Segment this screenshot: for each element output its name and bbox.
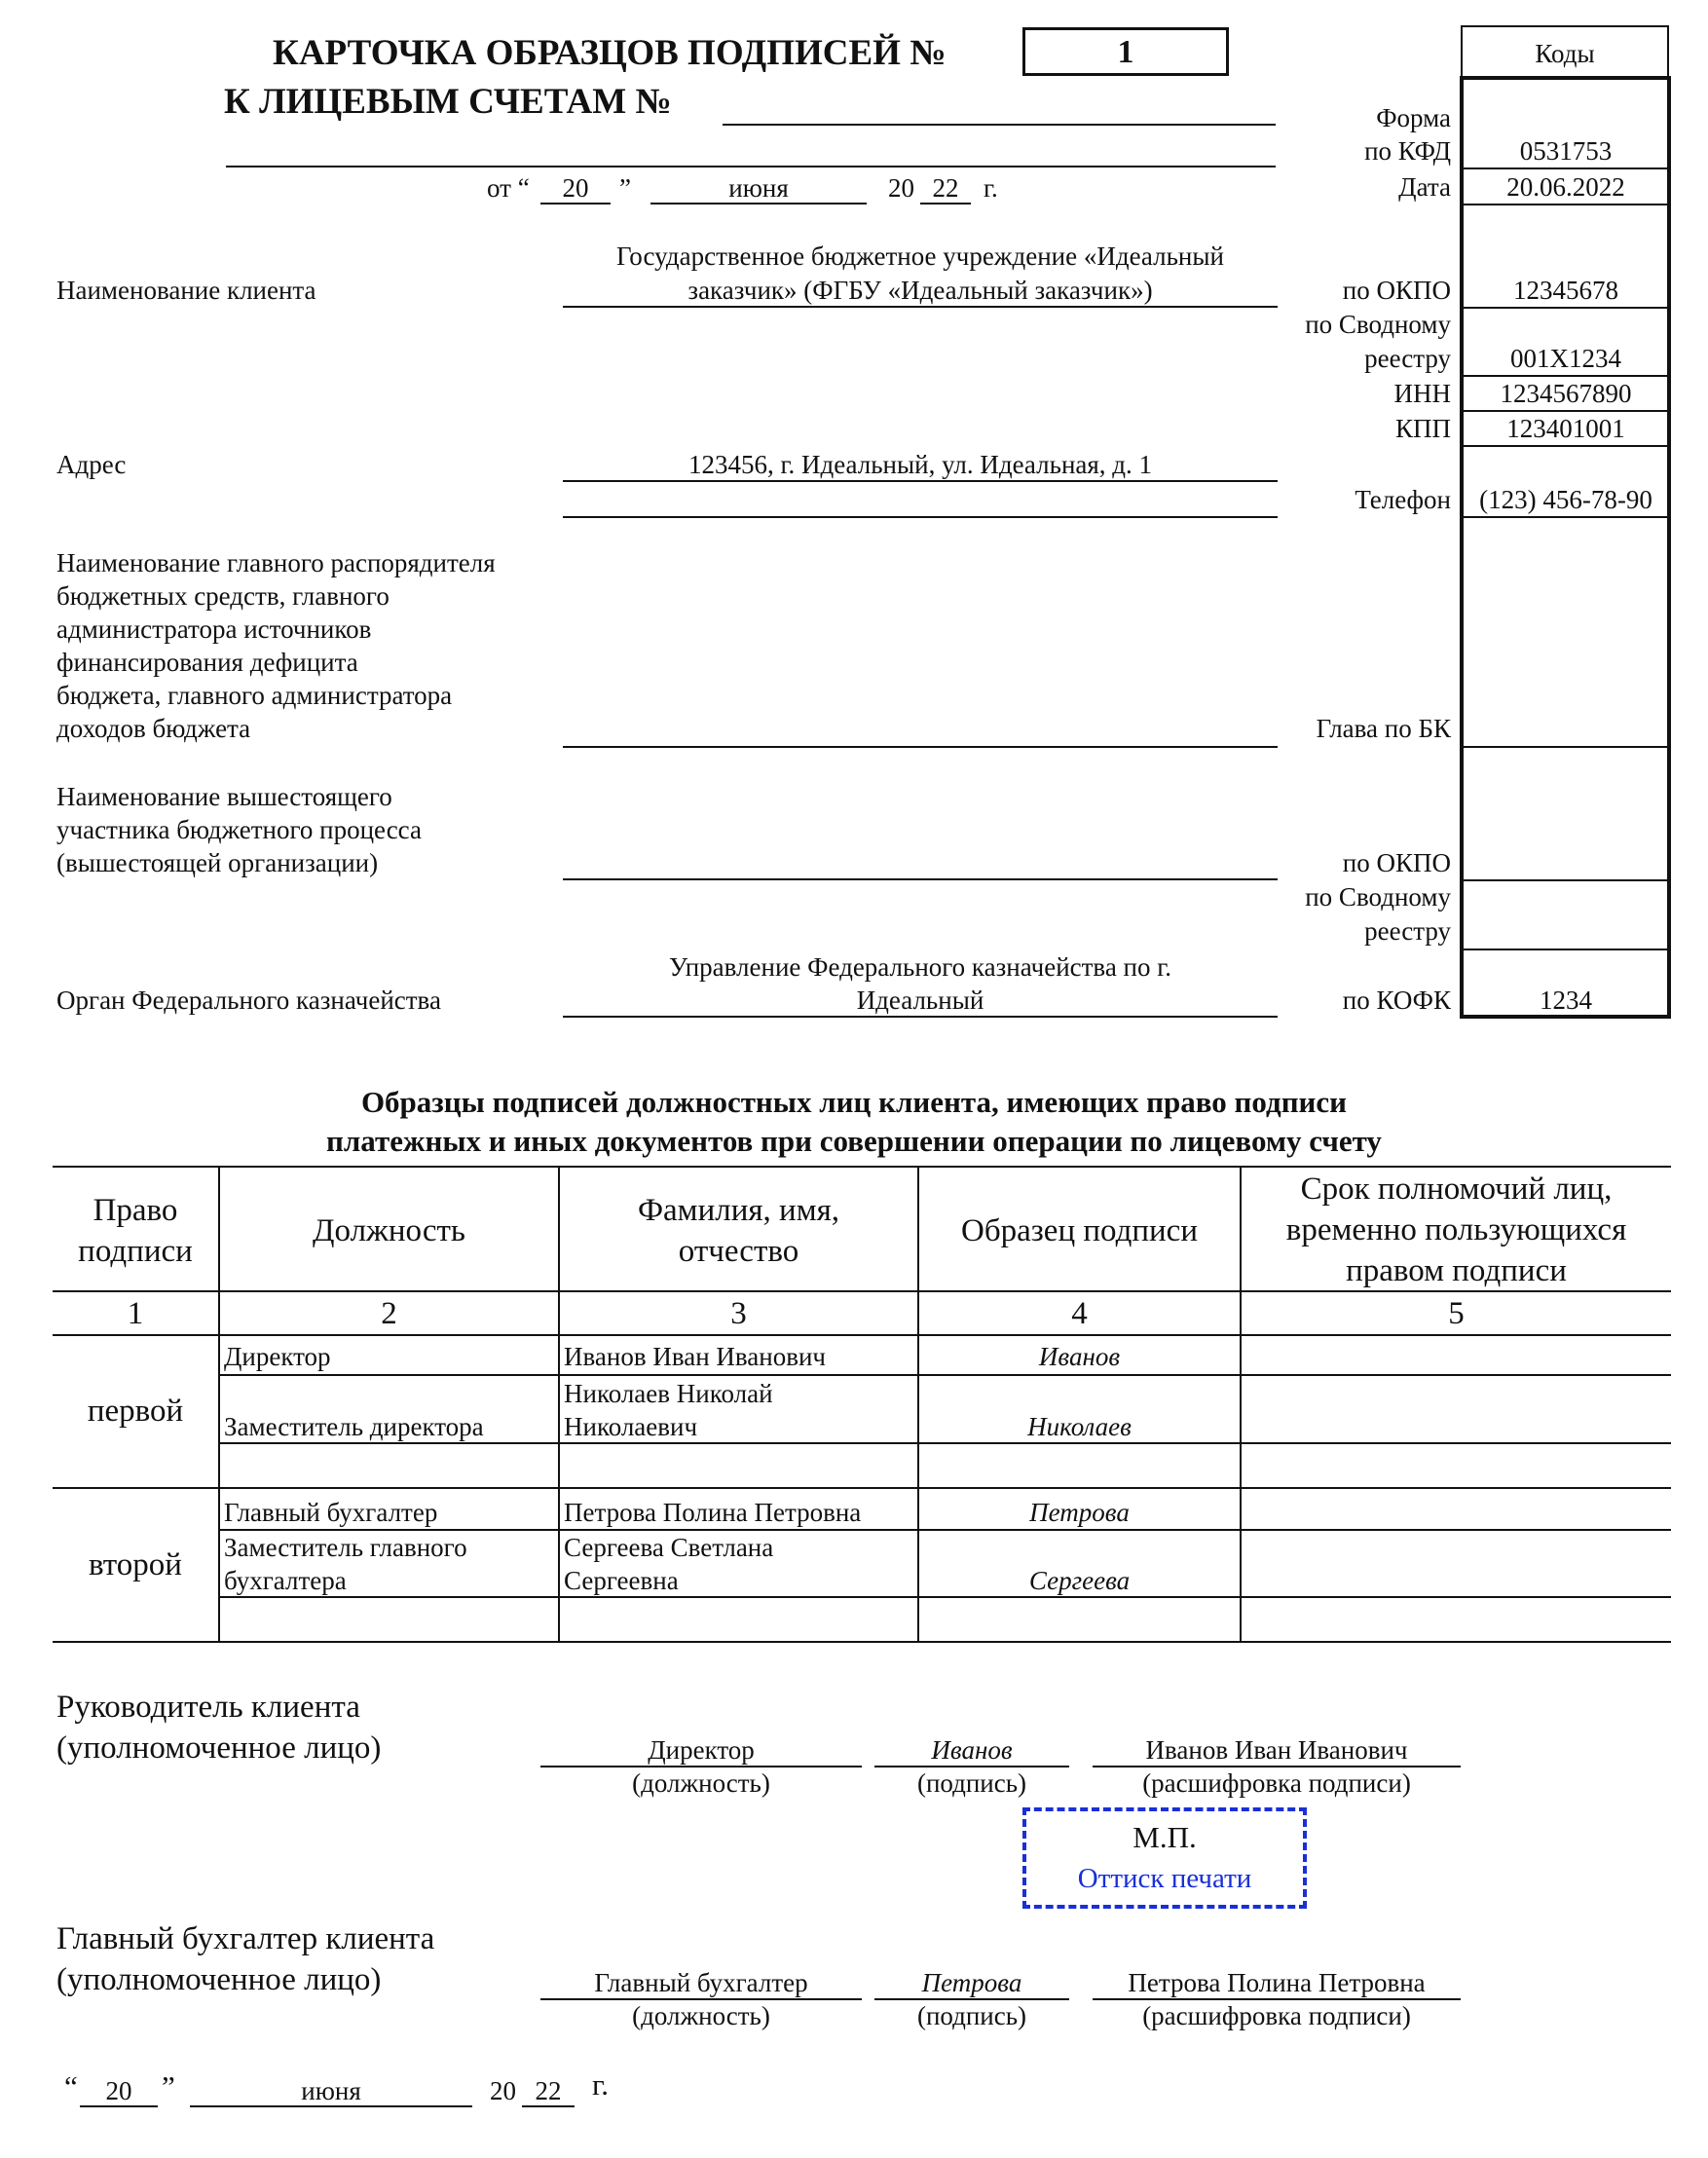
bottom-date-year-suffix: 22: [535, 2076, 562, 2105]
date-year-prefix: 20: [888, 173, 914, 203]
gr-label-6: доходов бюджета: [56, 714, 251, 743]
head-position-caption: (должность): [632, 1768, 770, 1798]
bottom-date-year-prefix: 20: [490, 2076, 516, 2105]
table-bottom-line: [53, 1641, 1671, 1643]
address-value: 123456, г. Идеальный, ул. Идеальная, д. 1: [687, 450, 1153, 479]
stamp-text: Оттиск печати: [1077, 1863, 1252, 1894]
stamp-box: [1022, 1807, 1307, 1909]
card-number-box: [1022, 27, 1229, 76]
codes-header-cell: [1461, 25, 1669, 78]
gr-label-4: финансирования дефицита: [56, 648, 358, 677]
gr-label-5: бюджета, главного администратора: [56, 681, 453, 710]
treasury-value-2: Идеальный: [856, 986, 984, 1015]
svod2-label-2: реестру: [1364, 916, 1451, 946]
gr-label-1: Наименование главного распорядителя: [56, 548, 496, 577]
table-title-1: Образцы подписей должностных лиц клиента, имеющих право подписи: [360, 1085, 1348, 1119]
kfd-label: по КФД: [1364, 136, 1451, 166]
treasury-value-1: Управление Федерального казначейства по г.: [668, 952, 1172, 982]
date-value: 20.06.2022: [1506, 172, 1625, 202]
okpo-label: по ОКПО: [1342, 276, 1451, 305]
g1-r1-name: Иванов Иван Иванович: [564, 1342, 826, 1371]
g1-r2-signature: Николаев: [1027, 1412, 1132, 1441]
date-month: июня: [728, 173, 789, 203]
form-label: Форма: [1376, 103, 1451, 132]
address-line-2: [563, 516, 1278, 518]
client-line: [563, 306, 1278, 308]
upper-label-1: Наименование вышестоящего: [56, 782, 392, 811]
col-number-3: 3: [730, 1296, 747, 1331]
bottom-date-year-line: [522, 2105, 575, 2107]
col5-header-2: временно пользующихся: [1285, 1212, 1627, 1247]
svod-label-2: реестру: [1364, 344, 1451, 373]
upper-label-3: (вышестоящей организации): [56, 848, 379, 877]
acc-label-1: Главный бухгалтер клиента: [56, 1921, 435, 1956]
date-year-line: [920, 203, 971, 205]
svod-label-1: по Сводному: [1305, 310, 1451, 339]
codes-column: [1460, 76, 1671, 1019]
svod-value: 001X1234: [1510, 344, 1621, 373]
col4-header: Образец подписи: [961, 1213, 1198, 1248]
g1-bottom-line: [53, 1487, 1671, 1489]
kofk-label: по КОФК: [1342, 986, 1451, 1015]
head-position: Директор: [648, 1735, 755, 1765]
codes-sep-2: [1463, 204, 1669, 205]
address-line-1: [563, 480, 1278, 482]
col5-header-1: Срок полномочий лиц,: [1300, 1172, 1613, 1207]
okpo-value: 12345678: [1513, 276, 1618, 305]
client-value-2: заказчик» (ФГБУ «Идеальный заказчик»): [687, 276, 1153, 305]
col3-header-2: отчество: [678, 1234, 799, 1269]
date-day-line: [540, 203, 611, 205]
date-quote: ”: [619, 173, 631, 203]
date-month-line: [650, 203, 867, 205]
g2-r2-name-2: Сергеевна: [564, 1566, 679, 1595]
codes-sep-3: [1463, 307, 1669, 309]
phone-value: (123) 456-78-90: [1479, 485, 1652, 514]
codes-sep-8: [1463, 746, 1669, 748]
glava-label: Глава по БК: [1316, 714, 1451, 743]
head-name-caption: (расшифровка подписи): [1142, 1768, 1411, 1798]
group1-label: первой: [87, 1394, 184, 1429]
table-numbers-line: [53, 1334, 1671, 1336]
title-line2: К ЛИЦЕВЫМ СЧЕТАМ №: [224, 82, 672, 122]
date-year-unit: г.: [984, 173, 998, 203]
head-label-2: (уполномоченное лицо): [56, 1730, 382, 1766]
g2-r2-signature: Сергеева: [1028, 1566, 1131, 1595]
col-number-2: 2: [381, 1296, 397, 1331]
codes-sep-10: [1463, 949, 1669, 950]
head-signature-caption: (подпись): [916, 1768, 1027, 1798]
head-signature: Иванов: [931, 1735, 1013, 1765]
g1-r2-name-2: Николаевич: [564, 1412, 698, 1441]
codes-sep-6: [1463, 445, 1669, 447]
kfd-value: 0531753: [1519, 136, 1613, 166]
account-number-line: [723, 124, 1276, 126]
g1-r2-position: Заместитель директора: [224, 1412, 484, 1441]
kofk-value: 1234: [1540, 986, 1592, 1015]
treasury-label: Орган Федерального казначейства: [56, 986, 441, 1015]
date-year-suffix: 22: [932, 173, 959, 203]
title-line1: КАРТОЧКА ОБРАЗЦОВ ПОДПИСЕЙ №: [273, 33, 947, 73]
treasury-line: [563, 1016, 1278, 1018]
bottom-date-close: ”: [162, 2069, 175, 2103]
inn-value: 1234567890: [1500, 379, 1632, 408]
acc-name-caption: (расшифровка подписи): [1142, 2001, 1411, 2030]
client-label: Наименование клиента: [56, 276, 316, 305]
acc-signature: Петрова: [921, 1968, 1022, 1997]
header-line: [226, 166, 1276, 167]
head-name: Иванов Иван Иванович: [1145, 1735, 1408, 1765]
bottom-date-month: июня: [301, 2076, 361, 2105]
g2-r1-name: Петрова Полина Петровна: [564, 1498, 862, 1527]
okpo2-label: по ОКПО: [1342, 848, 1451, 877]
col2-header: Должность: [313, 1213, 465, 1248]
g1-r1-position: Директор: [224, 1342, 331, 1371]
address-label: Адрес: [56, 450, 127, 479]
codes-sep-7: [1463, 516, 1669, 518]
gr-line: [563, 746, 1278, 748]
g1-r2-name-1: Николаев Николай: [564, 1379, 773, 1408]
gr-label-2: бюджетных средств, главного: [56, 581, 390, 611]
date-from: от “: [487, 173, 530, 203]
inn-label: ИНН: [1393, 379, 1451, 408]
col3-header-1: Фамилия, имя,: [637, 1193, 840, 1228]
phone-label: Телефон: [1355, 485, 1451, 514]
bottom-date-month-line: [190, 2105, 472, 2107]
acc-signature-caption: (подпись): [916, 2001, 1027, 2030]
col5-header-3: правом подписи: [1346, 1253, 1567, 1288]
g2-r1-position: Главный бухгалтер: [224, 1498, 438, 1527]
g2-r2-position-1: Заместитель главного: [224, 1533, 467, 1562]
col1-header-1: Право: [93, 1193, 178, 1228]
svod2-label-1: по Сводному: [1305, 882, 1451, 912]
bottom-date-day-line: [80, 2105, 158, 2107]
g1-row1-line: [220, 1374, 1671, 1376]
g2-r2-name-1: Сергеева Светлана: [564, 1533, 774, 1562]
gr-label-3: администратора источников: [56, 614, 372, 644]
group2-label: второй: [89, 1547, 182, 1582]
g1-r1-signature: Иванов: [1038, 1342, 1121, 1371]
codes-sep-1: [1463, 167, 1669, 169]
date-day: 20: [562, 173, 589, 203]
card-number: 1: [1117, 34, 1134, 70]
table-title-2: платежных и иных документов при совершении операции по лицевому счету: [326, 1124, 1382, 1158]
upper-label-2: участника бюджетного процесса: [56, 815, 422, 844]
table-top-line: [53, 1166, 1671, 1168]
bottom-date-open: “: [64, 2069, 78, 2103]
upper-line: [563, 878, 1278, 880]
acc-position: Главный бухгалтер: [594, 1968, 808, 1997]
acc-label-2: (уполномоченное лицо): [56, 1962, 382, 1997]
acc-position-caption: (должность): [632, 2001, 770, 2030]
col1-header-2: подписи: [78, 1234, 193, 1269]
bottom-date-day: 20: [105, 2076, 132, 2105]
col-number-4: 4: [1071, 1296, 1088, 1331]
codes-sep-9: [1463, 879, 1669, 881]
g2-r1-signature: Петрова: [1029, 1498, 1130, 1527]
stamp-mp: М.П.: [1132, 1820, 1197, 1854]
acc-name: Петрова Полина Петровна: [1128, 1968, 1426, 1997]
g2-r2-position-2: бухгалтера: [224, 1566, 347, 1595]
kpp-label: КПП: [1394, 414, 1451, 443]
bottom-date-year-unit: г.: [592, 2067, 609, 2102]
client-value-1: Государственное бюджетное учреждение «Идеальный: [616, 242, 1224, 271]
kpp-value: 123401001: [1506, 414, 1625, 443]
head-label-1: Руководитель клиента: [56, 1690, 360, 1725]
col-number-1: 1: [127, 1296, 144, 1331]
date-label: Дата: [1398, 172, 1451, 202]
codes-header: Коды: [1535, 39, 1595, 68]
col-number-5: 5: [1448, 1296, 1465, 1331]
